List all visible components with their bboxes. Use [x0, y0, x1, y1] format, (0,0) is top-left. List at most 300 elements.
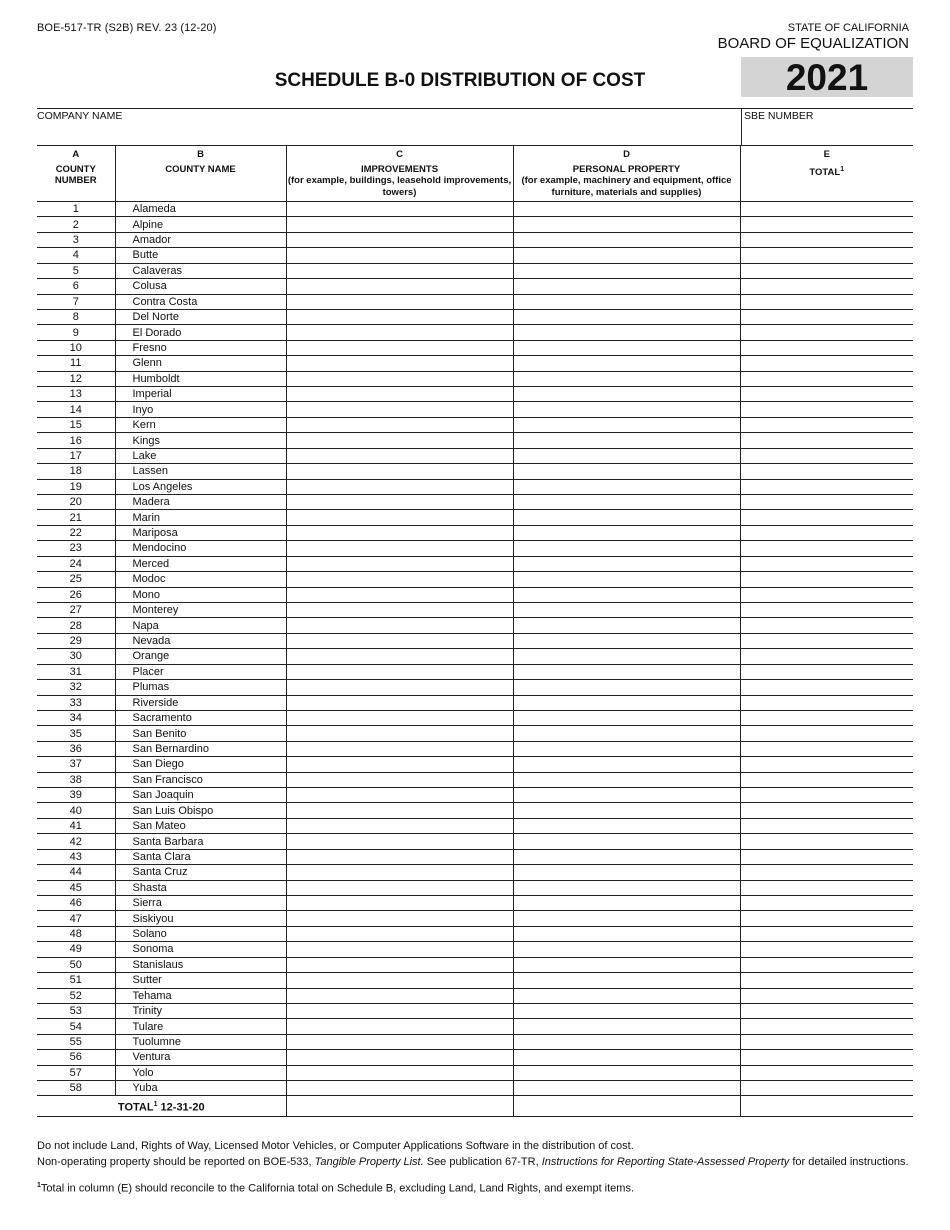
improvements-cell[interactable]: [286, 541, 513, 556]
improvements-cell[interactable]: [286, 433, 513, 448]
improvements-cell[interactable]: [286, 618, 513, 633]
total-cell[interactable]: [740, 279, 913, 294]
column-d-header: [513, 146, 740, 202]
column-description: (for example, buildings, leasehold improvements, towers): [287, 175, 512, 198]
table-row: [37, 356, 913, 371]
field-divider: [741, 108, 742, 145]
column-c-header: [286, 146, 513, 202]
column-description: (for example, machinery and equipment, office furniture, materials and supplies): [521, 175, 732, 198]
table-row: [37, 510, 913, 525]
county-name: Fresno: [115, 340, 286, 355]
improvements-cell[interactable]: [286, 202, 513, 217]
table-row: [37, 788, 913, 803]
total-cell[interactable]: [740, 1019, 913, 1034]
county-number: 28: [37, 618, 115, 633]
total-cell[interactable]: [740, 865, 913, 880]
table-row: [37, 911, 913, 926]
table-row: [37, 572, 913, 587]
personal-property-cell[interactable]: [513, 834, 740, 849]
county-name: Humboldt: [115, 371, 286, 386]
total-cell[interactable]: [740, 1065, 913, 1080]
personal-property-cell[interactable]: [513, 587, 740, 602]
county-number: 21: [37, 510, 115, 525]
total-cell[interactable]: [740, 202, 913, 217]
total-cell[interactable]: [740, 957, 913, 972]
county-name: Sonoma: [115, 942, 286, 957]
personal-property-cell[interactable]: [513, 556, 740, 571]
total-cell[interactable]: [740, 849, 913, 864]
total-cell[interactable]: [740, 880, 913, 895]
table-row: [37, 957, 913, 972]
total-cell[interactable]: [740, 510, 913, 525]
county-name: Napa: [115, 618, 286, 633]
personal-property-cell[interactable]: [513, 248, 740, 263]
total-improvements-cell[interactable]: [286, 1096, 513, 1117]
total-cell[interactable]: [740, 726, 913, 741]
personal-property-cell[interactable]: [513, 649, 740, 664]
improvements-cell[interactable]: [286, 556, 513, 571]
personal-property-cell[interactable]: [513, 803, 740, 818]
improvements-cell[interactable]: [286, 1019, 513, 1034]
note-form-title: Tangible Property List.: [314, 1156, 424, 1168]
total-cell[interactable]: [740, 294, 913, 309]
county-name: Siskiyou: [115, 911, 286, 926]
total-cell[interactable]: [740, 741, 913, 756]
column-b-header: [115, 146, 286, 202]
total-date: 12-31-20: [157, 1101, 205, 1114]
personal-property-cell[interactable]: [513, 1050, 740, 1065]
county-number: 34: [37, 710, 115, 725]
improvements-cell[interactable]: [286, 664, 513, 679]
total-row-label: [37, 1096, 286, 1117]
column-title: [741, 164, 914, 179]
improvements-cell[interactable]: [286, 602, 513, 617]
total-cell[interactable]: [740, 325, 913, 340]
personal-property-cell[interactable]: [513, 726, 740, 741]
total-cell[interactable]: [740, 479, 913, 494]
county-name: Trinity: [115, 1003, 286, 1018]
total-cell[interactable]: [740, 710, 913, 725]
total-cell[interactable]: [740, 356, 913, 371]
personal-property-cell[interactable]: [513, 1019, 740, 1034]
county-number: 53: [37, 1003, 115, 1018]
county-name: El Dorado: [115, 325, 286, 340]
county-number: 24: [37, 556, 115, 571]
personal-property-cell[interactable]: [513, 1065, 740, 1080]
improvements-cell[interactable]: [286, 803, 513, 818]
footnote: [37, 1178, 909, 1197]
improvements-cell[interactable]: [286, 957, 513, 972]
personal-property-cell[interactable]: [513, 356, 740, 371]
improvements-cell[interactable]: [286, 495, 513, 510]
total-cell[interactable]: [740, 402, 913, 417]
improvements-cell[interactable]: [286, 387, 513, 402]
table-row: [37, 865, 913, 880]
county-name: Tulare: [115, 1019, 286, 1034]
county-number: 35: [37, 726, 115, 741]
county-name: Tuolumne: [115, 1034, 286, 1049]
improvements-cell[interactable]: [286, 340, 513, 355]
improvements-cell[interactable]: [286, 788, 513, 803]
total-cell[interactable]: [740, 633, 913, 648]
county-name: Calaveras: [115, 263, 286, 278]
improvements-cell[interactable]: [286, 649, 513, 664]
improvements-cell[interactable]: [286, 710, 513, 725]
county-number: 36: [37, 741, 115, 756]
personal-property-cell[interactable]: [513, 880, 740, 895]
personal-property-cell[interactable]: [513, 741, 740, 756]
table-row: [37, 880, 913, 895]
personal-property-cell[interactable]: [513, 541, 740, 556]
personal-property-cell[interactable]: [513, 788, 740, 803]
county-name: Santa Barbara: [115, 834, 286, 849]
improvements-cell[interactable]: [286, 510, 513, 525]
note-exclusions: Do not include Land, Rights of Way, Licensed Motor Vehicles, or Computer Applications Software in the distribution of cost.: [37, 1140, 634, 1152]
company-name-label: COMPANY NAME: [37, 110, 123, 122]
improvements-cell[interactable]: [286, 757, 513, 772]
total-cell[interactable]: [740, 942, 913, 957]
improvements-cell[interactable]: [286, 895, 513, 910]
county-number: 14: [37, 402, 115, 417]
table-row: [37, 1003, 913, 1018]
improvements-cell[interactable]: [286, 448, 513, 463]
county-number: 46: [37, 895, 115, 910]
personal-property-cell[interactable]: [513, 988, 740, 1003]
county-name: Sutter: [115, 973, 286, 988]
improvements-cell[interactable]: [286, 772, 513, 787]
improvements-cell[interactable]: [286, 356, 513, 371]
personal-property-cell[interactable]: [513, 325, 740, 340]
total-cell[interactable]: [740, 371, 913, 386]
personal-property-cell[interactable]: [513, 371, 740, 386]
county-name: Merced: [115, 556, 286, 571]
improvements-cell[interactable]: [286, 325, 513, 340]
total-cell[interactable]: [740, 1003, 913, 1018]
table-row: [37, 309, 913, 324]
county-number: 42: [37, 834, 115, 849]
total-cell[interactable]: [740, 695, 913, 710]
improvements-cell[interactable]: [286, 849, 513, 864]
improvements-cell[interactable]: [286, 973, 513, 988]
personal-property-cell[interactable]: [513, 695, 740, 710]
personal-property-cell[interactable]: [513, 633, 740, 648]
total-cell[interactable]: [740, 556, 913, 571]
total-cell[interactable]: [740, 248, 913, 263]
improvements-cell[interactable]: [286, 633, 513, 648]
county-name: Glenn: [115, 356, 286, 371]
agency-name: BOARD OF EQUALIZATION: [717, 35, 909, 52]
total-cell[interactable]: [740, 572, 913, 587]
total-cell[interactable]: [740, 926, 913, 941]
table-row: [37, 1050, 913, 1065]
county-name: Modoc: [115, 572, 286, 587]
improvements-cell[interactable]: [286, 402, 513, 417]
personal-property-cell[interactable]: [513, 309, 740, 324]
county-number: 8: [37, 309, 115, 324]
improvements-cell[interactable]: [286, 865, 513, 880]
table-row: [37, 942, 913, 957]
county-name: Butte: [115, 248, 286, 263]
improvements-cell[interactable]: [286, 988, 513, 1003]
county-name: Marin: [115, 510, 286, 525]
improvements-cell[interactable]: [286, 309, 513, 324]
table-row: [37, 433, 913, 448]
county-name: San Francisco: [115, 772, 286, 787]
personal-property-cell[interactable]: [513, 417, 740, 432]
personal-property-cell[interactable]: [513, 510, 740, 525]
improvements-cell[interactable]: [286, 1081, 513, 1096]
improvements-cell[interactable]: [286, 1034, 513, 1049]
county-name: Madera: [115, 495, 286, 510]
improvements-cell[interactable]: [286, 217, 513, 232]
personal-property-cell[interactable]: [513, 818, 740, 833]
total-cell[interactable]: [740, 895, 913, 910]
county-number: 51: [37, 973, 115, 988]
personal-property-cell[interactable]: [513, 973, 740, 988]
personal-property-cell[interactable]: [513, 957, 740, 972]
improvements-cell[interactable]: [286, 680, 513, 695]
table-row: [37, 495, 913, 510]
column-letter: C: [396, 149, 403, 160]
table-row: [37, 849, 913, 864]
column-title: COUNTY: [55, 163, 96, 175]
county-number: 57: [37, 1065, 115, 1080]
total-personal-property-cell[interactable]: [513, 1096, 740, 1117]
total-cell[interactable]: [740, 417, 913, 432]
improvements-cell[interactable]: [286, 232, 513, 247]
total-cell[interactable]: [740, 1034, 913, 1049]
column-letter: D: [623, 149, 630, 160]
table-row: [37, 664, 913, 679]
personal-property-cell[interactable]: [513, 1081, 740, 1096]
county-number: 31: [37, 664, 115, 679]
personal-property-cell[interactable]: [513, 479, 740, 494]
personal-property-cell[interactable]: [513, 464, 740, 479]
improvements-cell[interactable]: [286, 464, 513, 479]
total-row: [37, 1096, 913, 1117]
table-row: [37, 202, 913, 217]
personal-property-cell[interactable]: [513, 525, 740, 540]
grand-total-cell[interactable]: [740, 1096, 913, 1117]
personal-property-cell[interactable]: [513, 263, 740, 278]
column-e-header: [740, 146, 913, 202]
county-number: 54: [37, 1019, 115, 1034]
personal-property-cell[interactable]: [513, 279, 740, 294]
improvements-cell[interactable]: [286, 1003, 513, 1018]
county-name: Kern: [115, 417, 286, 432]
table-row: [37, 217, 913, 232]
improvements-cell[interactable]: [286, 942, 513, 957]
total-cell[interactable]: [740, 340, 913, 355]
personal-property-cell[interactable]: [513, 849, 740, 864]
county-name: Alameda: [115, 202, 286, 217]
personal-property-cell[interactable]: [513, 1003, 740, 1018]
total-cell[interactable]: [740, 680, 913, 695]
improvements-cell[interactable]: [286, 263, 513, 278]
personal-property-cell[interactable]: [513, 911, 740, 926]
personal-property-cell[interactable]: [513, 926, 740, 941]
personal-property-cell[interactable]: [513, 495, 740, 510]
total-cell[interactable]: [740, 433, 913, 448]
table-row: [37, 1034, 913, 1049]
improvements-cell[interactable]: [286, 911, 513, 926]
county-name: Nevada: [115, 633, 286, 648]
footnote-marker: 1: [153, 1101, 158, 1109]
sbe-number-label: SBE NUMBER: [744, 110, 814, 122]
table-row: [37, 895, 913, 910]
county-name: San Mateo: [115, 818, 286, 833]
form-notes: [37, 1138, 909, 1197]
improvements-cell[interactable]: [286, 248, 513, 263]
personal-property-cell[interactable]: [513, 202, 740, 217]
footnote-marker: 1: [840, 165, 845, 173]
total-cell[interactable]: [740, 1081, 913, 1096]
table-row: [37, 402, 913, 417]
county-number: 11: [37, 356, 115, 371]
improvements-cell[interactable]: [286, 1065, 513, 1080]
total-cell[interactable]: [740, 525, 913, 540]
improvements-cell[interactable]: [286, 726, 513, 741]
personal-property-cell[interactable]: [513, 217, 740, 232]
total-cell[interactable]: [740, 263, 913, 278]
improvements-cell[interactable]: [286, 926, 513, 941]
county-name: Santa Clara: [115, 849, 286, 864]
total-cell[interactable]: [740, 988, 913, 1003]
table-row: [37, 448, 913, 463]
county-number: 39: [37, 788, 115, 803]
agency-block: [718, 22, 909, 52]
table-row: [37, 1065, 913, 1080]
total-cell[interactable]: [740, 757, 913, 772]
personal-property-cell[interactable]: [513, 865, 740, 880]
improvements-cell[interactable]: [286, 371, 513, 386]
personal-property-cell[interactable]: [513, 433, 740, 448]
county-number: 38: [37, 772, 115, 787]
county-number: 2: [37, 217, 115, 232]
total-cell[interactable]: [740, 541, 913, 556]
improvements-cell[interactable]: [286, 294, 513, 309]
county-number: 50: [37, 957, 115, 972]
personal-property-cell[interactable]: [513, 232, 740, 247]
improvements-cell[interactable]: [286, 741, 513, 756]
table-row: [37, 248, 913, 263]
state-name: STATE OF CALIFORNIA: [787, 22, 909, 34]
column-title: COUNTY NAME: [165, 163, 236, 175]
personal-property-cell[interactable]: [513, 680, 740, 695]
county-number: 15: [37, 417, 115, 432]
total-cell[interactable]: [740, 1050, 913, 1065]
total-cell[interactable]: [740, 217, 913, 232]
total-cell[interactable]: [740, 788, 913, 803]
total-cell[interactable]: [740, 387, 913, 402]
total-cell[interactable]: [740, 803, 913, 818]
total-cell[interactable]: [740, 664, 913, 679]
county-number: 16: [37, 433, 115, 448]
table-row: [37, 556, 913, 571]
personal-property-cell[interactable]: [513, 602, 740, 617]
improvements-cell[interactable]: [286, 587, 513, 602]
total-cell[interactable]: [740, 618, 913, 633]
personal-property-cell[interactable]: [513, 710, 740, 725]
personal-property-cell[interactable]: [513, 448, 740, 463]
personal-property-cell[interactable]: [513, 1034, 740, 1049]
total-cell[interactable]: [740, 818, 913, 833]
personal-property-cell[interactable]: [513, 664, 740, 679]
county-number: 7: [37, 294, 115, 309]
sbe-number-field[interactable]: [744, 123, 910, 143]
total-cell[interactable]: [740, 464, 913, 479]
county-number: 27: [37, 602, 115, 617]
improvements-cell[interactable]: [286, 880, 513, 895]
county-number: 19: [37, 479, 115, 494]
improvements-cell[interactable]: [286, 279, 513, 294]
personal-property-cell[interactable]: [513, 294, 740, 309]
table-row: [37, 340, 913, 355]
personal-property-cell[interactable]: [513, 572, 740, 587]
improvements-cell[interactable]: [286, 479, 513, 494]
county-name: San Joaquin: [115, 788, 286, 803]
total-cell[interactable]: [740, 602, 913, 617]
personal-property-cell[interactable]: [513, 402, 740, 417]
total-cell[interactable]: [740, 834, 913, 849]
improvements-cell[interactable]: [286, 1050, 513, 1065]
table-row: [37, 602, 913, 617]
personal-property-cell[interactable]: [513, 618, 740, 633]
improvements-cell[interactable]: [286, 572, 513, 587]
footnote-marker: 1: [37, 1182, 41, 1189]
total-cell[interactable]: [740, 495, 913, 510]
improvements-cell[interactable]: [286, 834, 513, 849]
county-number: 9: [37, 325, 115, 340]
county-number: 1: [37, 202, 115, 217]
improvements-cell[interactable]: [286, 525, 513, 540]
county-number: 22: [37, 525, 115, 540]
personal-property-cell[interactable]: [513, 757, 740, 772]
improvements-cell[interactable]: [286, 818, 513, 833]
table-row: [37, 232, 913, 247]
personal-property-cell[interactable]: [513, 895, 740, 910]
county-number: 10: [37, 340, 115, 355]
company-name-field[interactable]: [37, 123, 737, 143]
personal-property-cell[interactable]: [513, 772, 740, 787]
distribution-table: [37, 145, 913, 1117]
improvements-cell[interactable]: [286, 695, 513, 710]
table-row: [37, 618, 913, 633]
county-name: Mariposa: [115, 525, 286, 540]
total-cell[interactable]: [740, 649, 913, 664]
personal-property-cell[interactable]: [513, 942, 740, 957]
total-cell[interactable]: [740, 448, 913, 463]
total-cell[interactable]: [740, 911, 913, 926]
county-number: 33: [37, 695, 115, 710]
county-name: Ventura: [115, 1050, 286, 1065]
total-cell[interactable]: [740, 973, 913, 988]
total-cell[interactable]: [740, 772, 913, 787]
personal-property-cell[interactable]: [513, 387, 740, 402]
total-cell[interactable]: [740, 309, 913, 324]
table-row: [37, 726, 913, 741]
county-name: San Diego: [115, 757, 286, 772]
county-name: Orange: [115, 649, 286, 664]
personal-property-cell[interactable]: [513, 340, 740, 355]
total-cell[interactable]: [740, 232, 913, 247]
table-row: [37, 710, 913, 725]
table-row: [37, 741, 913, 756]
table-row: [37, 417, 913, 432]
total-cell[interactable]: [740, 587, 913, 602]
county-number: 32: [37, 680, 115, 695]
improvements-cell[interactable]: [286, 417, 513, 432]
